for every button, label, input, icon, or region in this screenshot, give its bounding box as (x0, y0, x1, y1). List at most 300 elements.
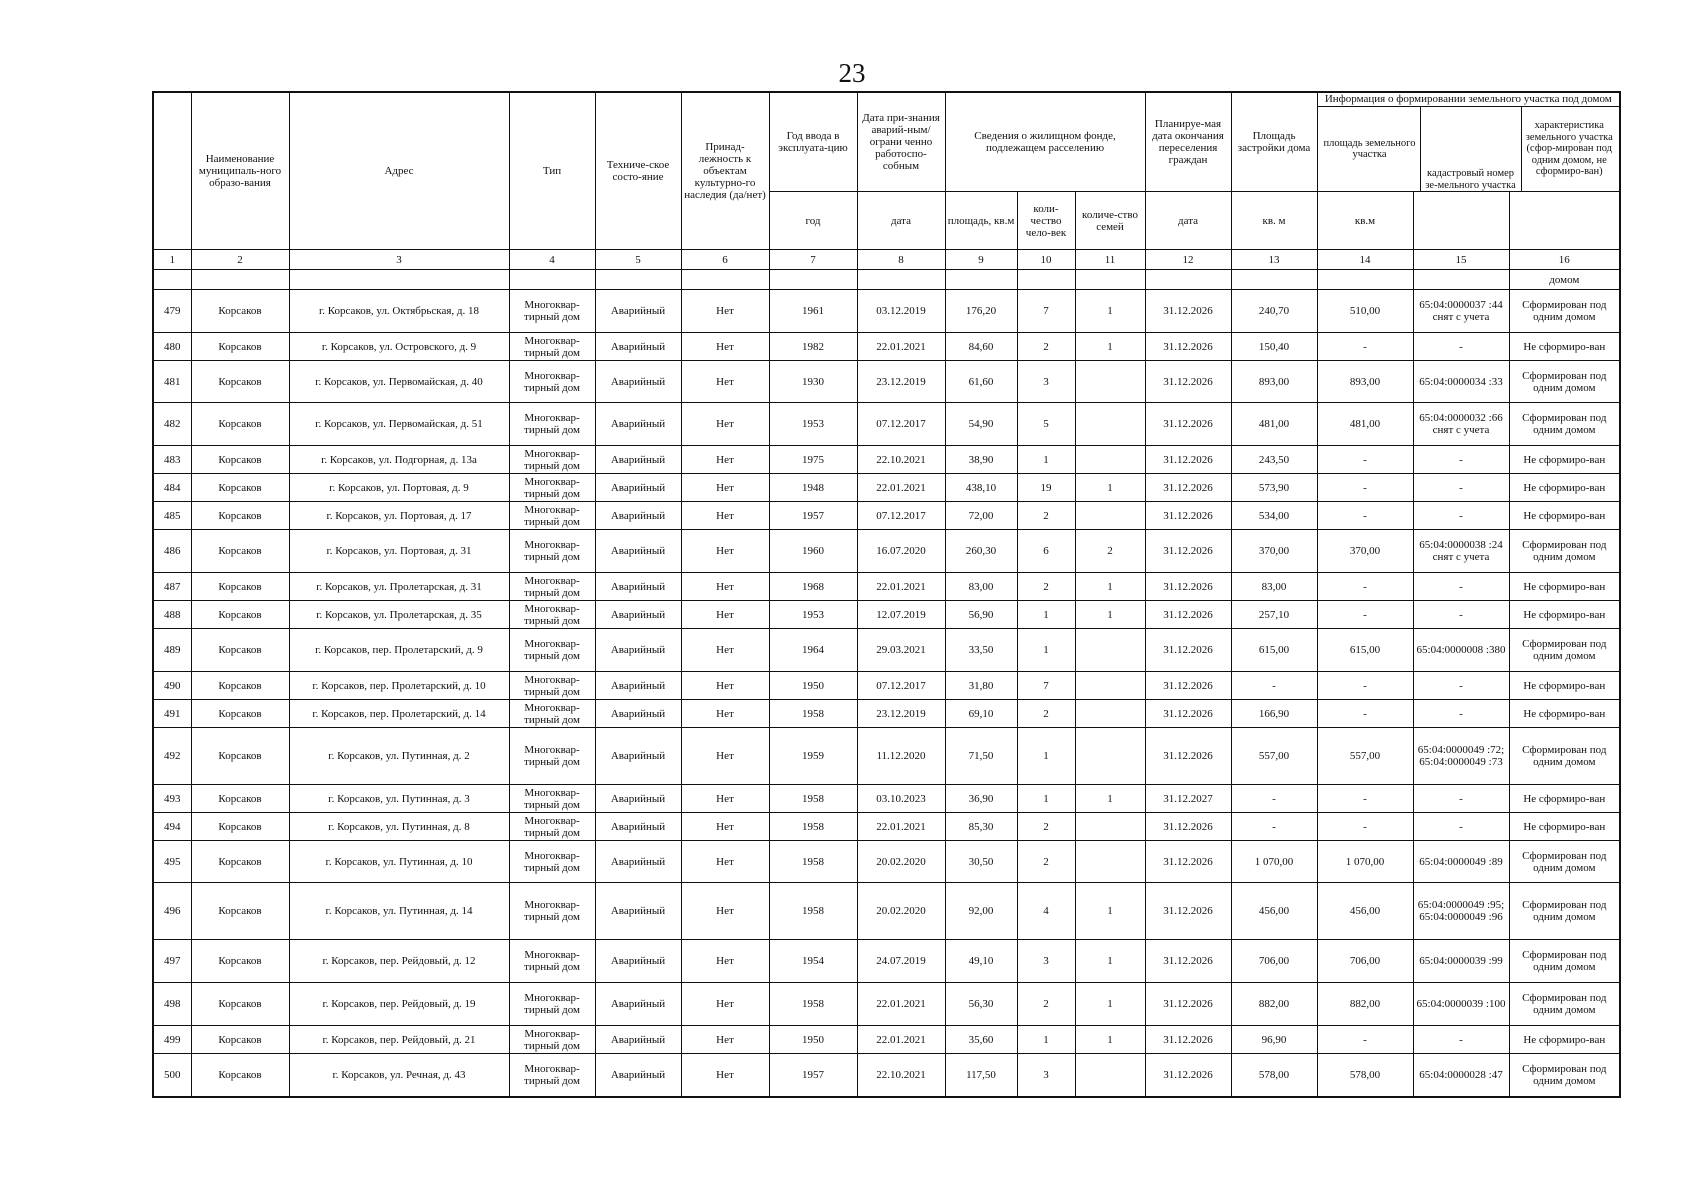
planned-resettlement-date: 31.12.2026 (1145, 361, 1231, 403)
municipality: Корсаков (191, 728, 289, 785)
living-area: 35,60 (945, 1026, 1017, 1054)
municipality: Корсаков (191, 940, 289, 983)
land-characteristic: Сформирован под одним домом (1509, 530, 1620, 573)
carryover-cell (945, 270, 1017, 290)
commission-year: 1930 (769, 361, 857, 403)
cadastral-number: 65:04:0000037 :44 снят с учета (1413, 290, 1509, 333)
municipality: Корсаков (191, 672, 289, 700)
municipality: Корсаков (191, 290, 289, 333)
header-land-group-title: Информация о формировании земельного участка под домом (1318, 93, 1620, 107)
header-cadastral: кадастровый номер зе-мельного участка (1420, 107, 1521, 191)
column-number: 14 (1317, 250, 1413, 270)
column-number: 11 (1075, 250, 1145, 270)
commission-year: 1950 (769, 672, 857, 700)
cadastral-number: - (1413, 446, 1509, 474)
table-row (153, 1026, 1620, 1054)
living-area: 92,00 (945, 883, 1017, 940)
commission-year: 1954 (769, 940, 857, 983)
commission-year: 1968 (769, 573, 857, 601)
emergency-date: 22.01.2021 (857, 983, 945, 1026)
commission-year: 1957 (769, 1054, 857, 1097)
row-number: 484 (153, 474, 191, 502)
planned-resettlement-date: 31.12.2026 (1145, 940, 1231, 983)
building-type: Многоквар-тирный дом (509, 629, 595, 672)
land-characteristic: Не сформиро-ван (1509, 813, 1620, 841)
building-type: Многоквар-тирный дом (509, 530, 595, 573)
planned-resettlement-date: 31.12.2026 (1145, 530, 1231, 573)
row-number: 495 (153, 841, 191, 883)
carryover-text: домом (1509, 270, 1620, 290)
people-count: 2 (1017, 983, 1075, 1026)
emergency-date: 22.01.2021 (857, 573, 945, 601)
heritage-flag: Нет (681, 361, 769, 403)
people-count: 5 (1017, 403, 1075, 446)
emergency-date: 11.12.2020 (857, 728, 945, 785)
land-characteristic: Сформирован под одним домом (1509, 1054, 1620, 1097)
building-area: 240,70 (1231, 290, 1317, 333)
address: г. Корсаков, ул. Путинная, д. 8 (289, 813, 509, 841)
building-area: 370,00 (1231, 530, 1317, 573)
carryover-cell (509, 270, 595, 290)
row-number: 482 (153, 403, 191, 446)
row-number: 480 (153, 333, 191, 361)
carryover-cell (191, 270, 289, 290)
building-type: Многоквар-тирный дом (509, 573, 595, 601)
heritage-flag: Нет (681, 813, 769, 841)
carryover-cell (1017, 270, 1075, 290)
commission-year: 1953 (769, 601, 857, 629)
technical-state: Аварийный (595, 629, 681, 672)
living-area: 83,00 (945, 573, 1017, 601)
land-characteristic: Не сформиро-ван (1509, 601, 1620, 629)
unit-families: количе-ство семей (1075, 192, 1145, 250)
people-count: 2 (1017, 700, 1075, 728)
table-row (153, 883, 1620, 940)
people-count: 2 (1017, 333, 1075, 361)
family-count (1075, 700, 1145, 728)
building-area: 243,50 (1231, 446, 1317, 474)
people-count: 2 (1017, 841, 1075, 883)
technical-state: Аварийный (595, 813, 681, 841)
emergency-date: 23.12.2019 (857, 361, 945, 403)
row-number: 479 (153, 290, 191, 333)
emergency-date: 03.10.2023 (857, 785, 945, 813)
commission-year: 1950 (769, 1026, 857, 1054)
municipality: Корсаков (191, 841, 289, 883)
emergency-date: 22.01.2021 (857, 333, 945, 361)
column-number: 6 (681, 250, 769, 270)
table-row (153, 290, 1620, 333)
people-count: 3 (1017, 940, 1075, 983)
heritage-flag: Нет (681, 403, 769, 446)
column-number: 5 (595, 250, 681, 270)
technical-state: Аварийный (595, 983, 681, 1026)
carryover-cell (289, 270, 509, 290)
family-count: 1 (1075, 573, 1145, 601)
living-area: 176,20 (945, 290, 1017, 333)
living-area: 30,50 (945, 841, 1017, 883)
municipality: Корсаков (191, 403, 289, 446)
emergency-date: 23.12.2019 (857, 700, 945, 728)
living-area: 84,60 (945, 333, 1017, 361)
table-row (153, 1054, 1620, 1097)
header-address: Адрес (289, 92, 509, 250)
header-row-number (153, 92, 191, 250)
building-area: - (1231, 785, 1317, 813)
family-count (1075, 813, 1145, 841)
table-row (153, 573, 1620, 601)
emergency-date: 29.03.2021 (857, 629, 945, 672)
emergency-date: 16.07.2020 (857, 530, 945, 573)
technical-state: Аварийный (595, 502, 681, 530)
planned-resettlement-date: 31.12.2026 (1145, 474, 1231, 502)
land-area: - (1317, 785, 1413, 813)
family-count: 1 (1075, 785, 1145, 813)
header-year: Год ввода в эксплуата-цию (769, 92, 857, 192)
carryover-cell (1075, 270, 1145, 290)
row-number: 497 (153, 940, 191, 983)
technical-state: Аварийный (595, 601, 681, 629)
land-characteristic: Сформирован под одним домом (1509, 629, 1620, 672)
living-area: 36,90 (945, 785, 1017, 813)
address: г. Корсаков, пер. Рейдовый, д. 12 (289, 940, 509, 983)
heritage-flag: Нет (681, 785, 769, 813)
planned-resettlement-date: 31.12.2026 (1145, 1026, 1231, 1054)
commission-year: 1960 (769, 530, 857, 573)
header-land-characteristic: характеристика земельного участка (сфор-мирован под одним домом, не сформиро-ван) (1525, 120, 1613, 178)
address: г. Корсаков, ул. Путинная, д. 3 (289, 785, 509, 813)
commission-year: 1958 (769, 883, 857, 940)
address: г. Корсаков, пер. Рейдовый, д. 21 (289, 1026, 509, 1054)
header-municipality: Наименование муниципаль-ного образо-вания (191, 92, 289, 250)
technical-state: Аварийный (595, 403, 681, 446)
municipality: Корсаков (191, 1054, 289, 1097)
municipality: Корсаков (191, 700, 289, 728)
table-body (153, 290, 1620, 1097)
cadastral-number: 65:04:0000039 :100 (1413, 983, 1509, 1026)
row-number: 486 (153, 530, 191, 573)
land-area: - (1317, 672, 1413, 700)
carryover-cell (153, 270, 191, 290)
cadastral-number: - (1413, 502, 1509, 530)
address: г. Корсаков, пер. Пролетарский, д. 14 (289, 700, 509, 728)
row-number: 500 (153, 1054, 191, 1097)
table-row (153, 403, 1620, 446)
technical-state: Аварийный (595, 530, 681, 573)
heritage-flag: Нет (681, 940, 769, 983)
family-count (1075, 728, 1145, 785)
municipality: Корсаков (191, 601, 289, 629)
table-row (153, 841, 1620, 883)
address: г. Корсаков, ул. Портовая, д. 31 (289, 530, 509, 573)
table-row (153, 333, 1620, 361)
people-count: 1 (1017, 785, 1075, 813)
table-row (153, 813, 1620, 841)
living-area: 38,90 (945, 446, 1017, 474)
column-number: 8 (857, 250, 945, 270)
land-characteristic: Не сформиро-ван (1509, 1026, 1620, 1054)
living-area: 49,10 (945, 940, 1017, 983)
municipality: Корсаков (191, 1026, 289, 1054)
carryover-cell (1145, 270, 1231, 290)
living-area: 438,10 (945, 474, 1017, 502)
land-area: - (1317, 573, 1413, 601)
emergency-date: 20.02.2020 (857, 883, 945, 940)
land-area: 882,00 (1317, 983, 1413, 1026)
building-area: 96,90 (1231, 1026, 1317, 1054)
people-count: 1 (1017, 629, 1075, 672)
column-number: 10 (1017, 250, 1075, 270)
technical-state: Аварийный (595, 1054, 681, 1097)
land-area: 706,00 (1317, 940, 1413, 983)
technical-state: Аварийный (595, 573, 681, 601)
land-area: - (1317, 474, 1413, 502)
header-heritage: Принад-лежность к объектам культурно-го наследия (да/нет) (681, 92, 769, 250)
cadastral-number: 65:04:0000034 :33 (1413, 361, 1509, 403)
emergency-date: 24.07.2019 (857, 940, 945, 983)
header-housing-group: Сведения о жилищном фонде, подлежащем расселению (945, 92, 1145, 192)
emergency-date: 07.12.2017 (857, 672, 945, 700)
people-count: 7 (1017, 672, 1075, 700)
building-type: Многоквар-тирный дом (509, 785, 595, 813)
land-characteristic: Сформирован под одним домом (1509, 403, 1620, 446)
table-row (153, 502, 1620, 530)
municipality: Корсаков (191, 629, 289, 672)
land-area: - (1317, 813, 1413, 841)
building-area: 615,00 (1231, 629, 1317, 672)
family-count: 1 (1075, 940, 1145, 983)
heritage-flag: Нет (681, 601, 769, 629)
address: г. Корсаков, ул. Подгорная, д. 13а (289, 446, 509, 474)
technical-state: Аварийный (595, 672, 681, 700)
land-characteristic: Сформирован под одним домом (1509, 728, 1620, 785)
commission-year: 1958 (769, 813, 857, 841)
family-count (1075, 446, 1145, 474)
row-number: 493 (153, 785, 191, 813)
land-area: 557,00 (1317, 728, 1413, 785)
cadastral-number: - (1413, 700, 1509, 728)
address: г. Корсаков, ул. Пролетарская, д. 31 (289, 573, 509, 601)
building-area: 166,90 (1231, 700, 1317, 728)
family-count: 1 (1075, 333, 1145, 361)
building-type: Многоквар-тирный дом (509, 290, 595, 333)
land-characteristic: Не сформиро-ван (1509, 672, 1620, 700)
heritage-flag: Нет (681, 1026, 769, 1054)
family-count: 1 (1075, 883, 1145, 940)
living-area: 117,50 (945, 1054, 1017, 1097)
building-type: Многоквар-тирный дом (509, 601, 595, 629)
planned-resettlement-date: 31.12.2026 (1145, 700, 1231, 728)
land-characteristic: Не сформиро-ван (1509, 785, 1620, 813)
living-area: 260,30 (945, 530, 1017, 573)
planned-resettlement-date: 31.12.2026 (1145, 883, 1231, 940)
planned-resettlement-date: 31.12.2026 (1145, 601, 1231, 629)
table-row (153, 361, 1620, 403)
unit-land-area: кв.м (1317, 192, 1413, 250)
municipality: Корсаков (191, 474, 289, 502)
building-area: - (1231, 672, 1317, 700)
building-type: Многоквар-тирный дом (509, 983, 595, 1026)
land-characteristic: Сформирован под одним домом (1509, 290, 1620, 333)
land-characteristic: Сформирован под одним домом (1509, 983, 1620, 1026)
building-area: 1 070,00 (1231, 841, 1317, 883)
cadastral-number: - (1413, 474, 1509, 502)
planned-resettlement-date: 31.12.2027 (1145, 785, 1231, 813)
building-type: Многоквар-тирный дом (509, 813, 595, 841)
address: г. Корсаков, ул. Путинная, д. 10 (289, 841, 509, 883)
family-count (1075, 403, 1145, 446)
living-area: 56,30 (945, 983, 1017, 1026)
emergency-date: 22.01.2021 (857, 813, 945, 841)
technical-state: Аварийный (595, 1026, 681, 1054)
address: г. Корсаков, ул. Пролетарская, д. 35 (289, 601, 509, 629)
people-count: 3 (1017, 1054, 1075, 1097)
building-area: 706,00 (1231, 940, 1317, 983)
header-land-subcols (1320, 107, 1618, 191)
family-count (1075, 502, 1145, 530)
commission-year: 1959 (769, 728, 857, 785)
address: г. Корсаков, ул. Путинная, д. 2 (289, 728, 509, 785)
planned-resettlement-date: 31.12.2026 (1145, 841, 1231, 883)
commission-year: 1958 (769, 700, 857, 728)
table-row (153, 785, 1620, 813)
land-area: - (1317, 700, 1413, 728)
heritage-flag: Нет (681, 446, 769, 474)
land-area: 456,00 (1317, 883, 1413, 940)
building-type: Многоквар-тирный дом (509, 502, 595, 530)
planned-resettlement-date: 31.12.2026 (1145, 573, 1231, 601)
cadastral-number: 65:04:0000008 :380 (1413, 629, 1509, 672)
people-count: 2 (1017, 573, 1075, 601)
carryover-cell (1413, 270, 1509, 290)
cadastral-number: - (1413, 573, 1509, 601)
heritage-flag: Нет (681, 672, 769, 700)
address: г. Корсаков, ул. Речная, д. 43 (289, 1054, 509, 1097)
heritage-flag: Нет (681, 1054, 769, 1097)
emergency-date: 12.07.2019 (857, 601, 945, 629)
technical-state: Аварийный (595, 290, 681, 333)
table-row (153, 700, 1620, 728)
table-row (153, 474, 1620, 502)
technical-state: Аварийный (595, 841, 681, 883)
header-technical-state: Техниче-ское состо-яние (595, 92, 681, 250)
row-number: 494 (153, 813, 191, 841)
unit-people: коли-чество чело-век (1017, 192, 1075, 250)
emergency-date: 07.12.2017 (857, 403, 945, 446)
building-area: - (1231, 813, 1317, 841)
building-type: Многоквар-тирный дом (509, 333, 595, 361)
unit-area: площадь, кв.м (945, 192, 1017, 250)
people-count: 6 (1017, 530, 1075, 573)
building-type: Многоквар-тирный дом (509, 940, 595, 983)
people-count: 1 (1017, 728, 1075, 785)
people-count: 2 (1017, 502, 1075, 530)
planned-resettlement-date: 31.12.2026 (1145, 1054, 1231, 1097)
heritage-flag: Нет (681, 333, 769, 361)
cadastral-number: 65:04:0000049 :89 (1413, 841, 1509, 883)
emergency-date: 07.12.2017 (857, 502, 945, 530)
row-number: 492 (153, 728, 191, 785)
cadastral-number: 65:04:0000032 :66 снят с учета (1413, 403, 1509, 446)
building-area: 557,00 (1231, 728, 1317, 785)
address: г. Корсаков, ул. Первомайская, д. 40 (289, 361, 509, 403)
column-number-row (153, 250, 1620, 270)
land-area: - (1317, 601, 1413, 629)
building-type: Многоквар-тирный дом (509, 841, 595, 883)
unit-year: год (769, 192, 857, 250)
column-number: 1 (153, 250, 191, 270)
heritage-flag: Нет (681, 573, 769, 601)
technical-state: Аварийный (595, 446, 681, 474)
row-number: 488 (153, 601, 191, 629)
building-type: Многоквар-тирный дом (509, 728, 595, 785)
family-count (1075, 629, 1145, 672)
unit-date: дата (857, 192, 945, 250)
carryover-cell (1317, 270, 1413, 290)
municipality: Корсаков (191, 502, 289, 530)
people-count: 3 (1017, 361, 1075, 403)
row-number: 491 (153, 700, 191, 728)
page-number: 23 (838, 58, 866, 88)
emergency-date: 20.02.2020 (857, 841, 945, 883)
table-row (153, 672, 1620, 700)
commission-year: 1957 (769, 502, 857, 530)
heritage-flag: Нет (681, 883, 769, 940)
carryover-cell (1231, 270, 1317, 290)
land-area: 510,00 (1317, 290, 1413, 333)
building-type: Многоквар-тирный дом (509, 672, 595, 700)
land-characteristic: Сформирован под одним домом (1509, 361, 1620, 403)
emergency-date: 22.10.2021 (857, 446, 945, 474)
column-number: 4 (509, 250, 595, 270)
commission-year: 1948 (769, 474, 857, 502)
unit-building-area: кв. м (1231, 192, 1317, 250)
column-number: 3 (289, 250, 509, 270)
address: г. Корсаков, пер. Рейдовый, д. 19 (289, 983, 509, 1026)
cadastral-number: 65:04:0000038 :24 снят с учета (1413, 530, 1509, 573)
emergency-date: 22.01.2021 (857, 1026, 945, 1054)
land-characteristic: Не сформиро-ван (1509, 333, 1620, 361)
municipality: Корсаков (191, 333, 289, 361)
municipality: Корсаков (191, 883, 289, 940)
unit-plan-date: дата (1145, 192, 1231, 250)
land-characteristic: Сформирован под одним домом (1509, 883, 1620, 940)
land-characteristic: Не сформиро-ван (1509, 573, 1620, 601)
municipality: Корсаков (191, 530, 289, 573)
people-count: 7 (1017, 290, 1075, 333)
unit-characteristic (1509, 192, 1620, 250)
cadastral-number: - (1413, 813, 1509, 841)
unit-cadastral (1413, 192, 1509, 250)
header-type: Тип (509, 92, 595, 250)
people-count: 4 (1017, 883, 1075, 940)
land-area: - (1317, 1026, 1413, 1054)
technical-state: Аварийный (595, 883, 681, 940)
header-building-area: Площадь застройки дома (1231, 92, 1317, 192)
table-row (153, 728, 1620, 785)
building-area: 456,00 (1231, 883, 1317, 940)
address: г. Корсаков, ул. Портовая, д. 17 (289, 502, 509, 530)
table-row (153, 446, 1620, 474)
column-number: 12 (1145, 250, 1231, 270)
land-area: 481,00 (1317, 403, 1413, 446)
building-area: 481,00 (1231, 403, 1317, 446)
family-count (1075, 841, 1145, 883)
commission-year: 1958 (769, 785, 857, 813)
address: г. Корсаков, ул. Октябрьская, д. 18 (289, 290, 509, 333)
heritage-flag: Нет (681, 290, 769, 333)
column-number: 2 (191, 250, 289, 270)
